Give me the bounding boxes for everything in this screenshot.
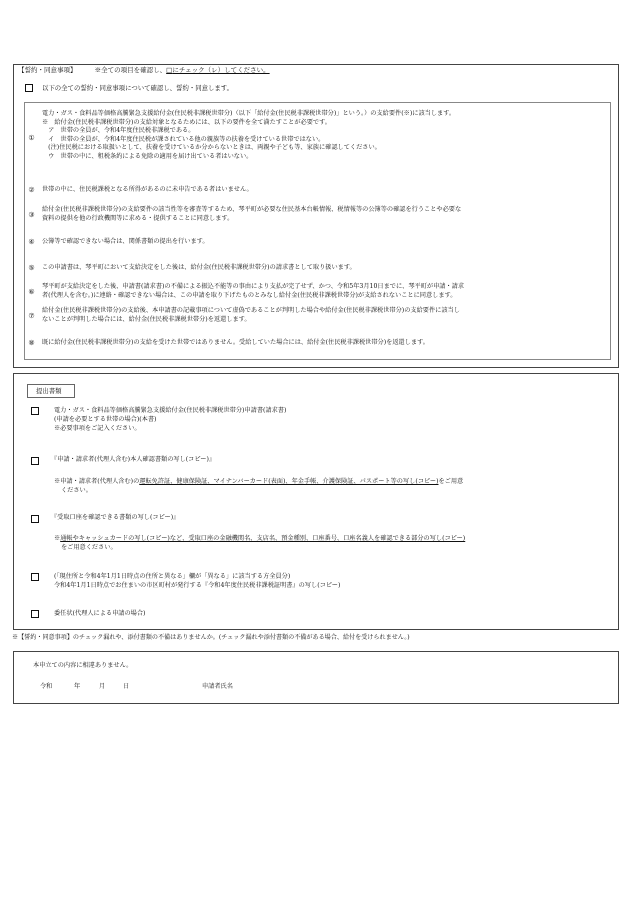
doc-4-line-2: 令和4年1月1日時点でお住まいの市区町村が発行する『令和4年度住民税非課税証明書』の写し(コピー) — [54, 582, 341, 589]
date-year: 年 — [74, 683, 81, 690]
doc-1-line-2: (申請を必要とする世帯の場合)(本書) — [54, 416, 157, 423]
doc-1-line-1: 電力・ガス・食料品等価格高騰緊急支援給付金(住民税非課税世帯分)申請書(請求書) — [54, 407, 287, 414]
confirm-all-label: 以下の全ての誓約・同意事項について確認し、誓約・同意します。 — [42, 84, 234, 92]
documents-title: 提出書類 — [36, 387, 62, 395]
agreement-header — [18, 66, 270, 75]
agreement-items-box — [24, 102, 611, 360]
agreement-section — [13, 64, 619, 368]
item-5-number: ⑤ — [28, 264, 35, 272]
item-7-line-2: ないことが判明した場合には、給付金(住民税非課税世帯分)を返還します。 — [42, 316, 251, 323]
declaration-statement: 本申立ての内容に相違ありません。 — [33, 662, 133, 669]
doc-3-note-pre: ※ — [54, 535, 61, 542]
check-warning: ※【誓約・同意事項】のチェック漏れや、添付書類の不備はありませんか。(チェック漏れや添付書類の不備がある場合、給付を受けられません。) — [12, 634, 410, 641]
doc-2-note — [54, 478, 463, 486]
item-8-number: ⑧ — [28, 339, 35, 347]
declaration-section — [13, 651, 619, 704]
item-2-line-1: 世帯の中に、住民税課税となる所得があるのに未申告である者はいません。 — [42, 186, 253, 193]
doc-3-title: 『受取口座を確認できる書類の写し(コピー)』 — [51, 514, 180, 521]
item-6-line-2: 者(代理人を含む。)に連絡・確認できない場合は、この申請を取り下げたものとみなし給付金(住民税非課税世帯分)が支給されないことに同意します。 — [42, 292, 457, 299]
agreement-header-label: 【誓約・同意事項】 — [18, 66, 77, 74]
agreement-header-note-pre: ※全ての項目を確認し、 — [94, 66, 167, 74]
item-1-line-5: (注)住民税における取扱いとして、扶養を受けているか分からないときは、両親や子ども等、家族に確認してください。 — [42, 144, 381, 151]
doc-5-line-1: 委任状(代理人による申請の場合) — [54, 610, 146, 617]
date-day: 日 — [123, 683, 130, 690]
item-6-number: ⑥ — [28, 288, 35, 296]
doc-2-note-line-2: ください。 — [61, 487, 92, 494]
date-era: 令和 — [40, 683, 53, 690]
item-1-line-2: ※ 給付金(住民税非課税世帯分)の支給対象となるためには、以下の要件を全て満たすことが必要です。 — [42, 118, 331, 126]
item-3-line-2: 資料の提供を他の行政機関等に求める・提供することに同意します。 — [42, 215, 234, 222]
doc-3-note — [54, 535, 465, 543]
agreement-header-note-box: □ — [166, 66, 173, 74]
doc-2-note-post: をご用意 — [438, 478, 464, 485]
item-1-line-1: 電力・ガス・食料品等価格高騰緊急支援給付金(住民税非課税世帯分)（以下「給付金(住民税非課税世帯分)」という。）の支給要件(※)に該当します。 — [42, 110, 456, 117]
documents-section — [13, 373, 619, 630]
item-6-line-1: 琴平町が支給決定をした後、申請書(請求書)の不備による振込不能等の事由により支払が完了せず、かつ、令和5年3月10日までに、琴平町が申請・請求 — [42, 283, 465, 290]
confirm-all-checkbox[interactable] — [25, 84, 33, 92]
item-5-line-1: この申請書は、琴平町において支給決定をした後は、給付金(住民税非課税世帯分)の請求書として取り扱います。 — [42, 264, 356, 271]
item-7-number: ⑦ — [28, 312, 35, 320]
documents-title-box — [27, 384, 75, 398]
item-4-number: ④ — [28, 238, 35, 246]
applicant-name-label: 申請者氏名 — [202, 683, 233, 690]
date-month: 月 — [99, 683, 106, 690]
item-1-number: ① — [28, 134, 35, 142]
item-3-line-1: 給付金(住民税非課税世帯分)の支給要件の該当性等を審査等するため、琴平町が必要な住民基本台帳情報、税情報等の公簿等の確認を行うことや必要な — [42, 206, 462, 213]
doc-2-note-pre: ※申請・請求者(代理人含む)の — [54, 478, 140, 485]
item-7-line-1: 給付金(住民税非課税世帯分)の支給後、本申請書の記載事項について虚偽であることが判明した場合や給付金(住民税非課税世帯分)の支給要件に該当し — [42, 307, 460, 314]
agreement-header-note-post: にチェック（レ）してください。 — [172, 66, 270, 74]
doc-3-note-underlined: 通帳やキャッシュカードの写し(コピー)など、受取口座の金融機関名、支店名、預金種別、口座番号、口座名義人を確認できる部分の写し(コピー) — [60, 535, 466, 542]
doc-2-title: 『申請・請求者(代理人含む)本人確認書類の写し(コピー)』 — [51, 456, 216, 463]
doc-2-checkbox[interactable] — [31, 457, 39, 465]
item-2-number: ② — [28, 186, 35, 194]
doc-4-line-1: (「現住所と令和4年1月1日時点の住所と異なる」欄が「異なる」に該当する方全員分) — [54, 573, 291, 580]
doc-2-note-underlined: 運転免許証、健康保険証、マイナンバーカード(表面)、年金手帳、介護保険証、パスポート等の写し(コピー) — [139, 478, 439, 485]
item-3-number: ③ — [28, 211, 35, 219]
doc-4-checkbox[interactable] — [31, 573, 39, 581]
item-1-line-3: ア 世帯の全員が、令和4年度住民税非課税である。 — [42, 127, 195, 134]
item-1-line-4: イ 世帯の全員が、令和4年度住民税が課されている他の親族等の扶養を受けている世帯ではない。 — [42, 135, 325, 143]
doc-3-checkbox[interactable] — [31, 515, 39, 523]
item-1-line-6: ウ 世帯の中に、租税条約による免除の適用を届け出ている者はいない。 — [42, 152, 253, 160]
doc-3-note-line-2: をご用意ください。 — [61, 544, 117, 551]
item-8-line-1: 既に給付金(住民税非課税世帯分)の支給を受けた世帯ではありません。受給していた場合には、給付金(住民税非課税世帯分)を返還します。 — [42, 339, 429, 346]
doc-5-checkbox[interactable] — [31, 610, 39, 618]
doc-1-checkbox[interactable] — [31, 407, 39, 415]
doc-1-line-3: ※必要事項をご記入ください。 — [54, 425, 141, 432]
item-4-line-1: 公簿等で確認できない場合は、関係書類の提出を行います。 — [42, 238, 209, 245]
